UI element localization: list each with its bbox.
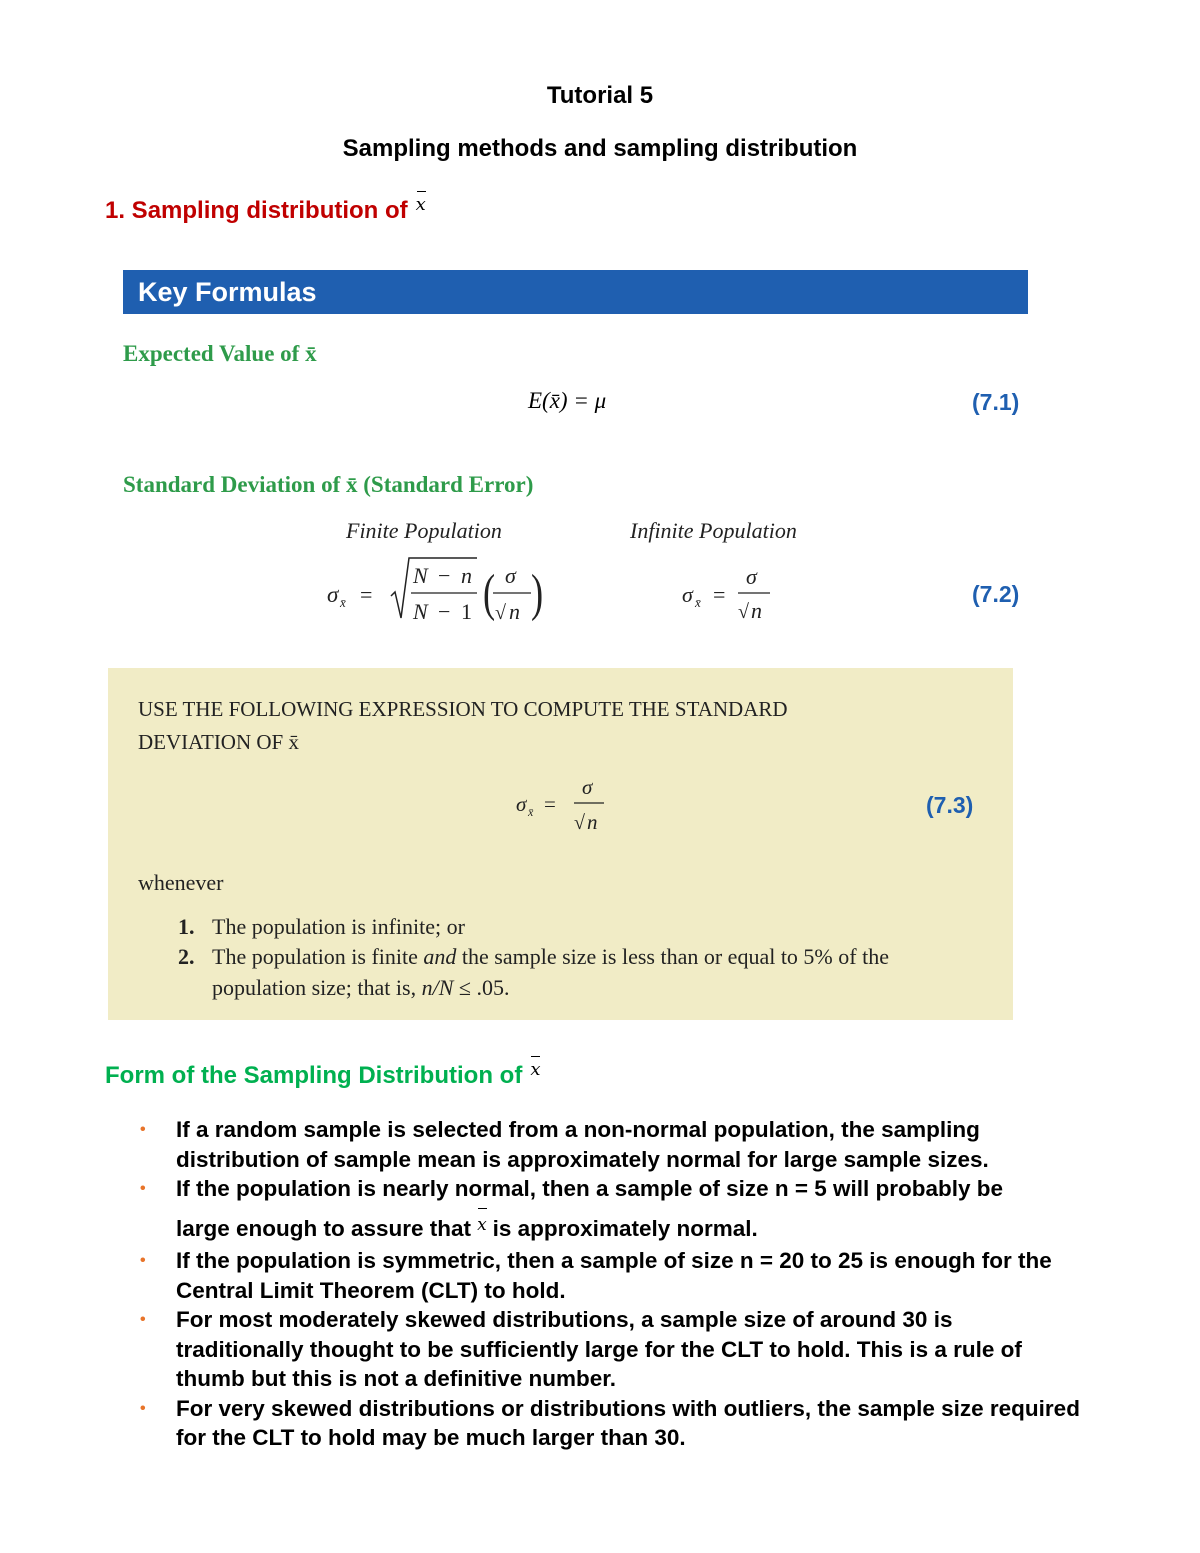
equation-7-3-number: (7.3) bbox=[926, 792, 974, 818]
svg-text:σ: σ bbox=[516, 792, 527, 816]
svg-text:=: = bbox=[544, 792, 556, 816]
condition-item-2-and: and bbox=[423, 944, 457, 969]
svg-text:(: ( bbox=[483, 563, 496, 622]
list-item bbox=[140, 1305, 1080, 1394]
key-formulas-header bbox=[123, 270, 1028, 314]
condition-item-2-continued bbox=[212, 975, 509, 1001]
svg-text:N: N bbox=[413, 563, 428, 588]
svg-text:n: n bbox=[461, 563, 472, 588]
equation-7-1-number: (7.1) bbox=[972, 389, 1020, 415]
svg-text:N: N bbox=[413, 599, 428, 624]
bullet-icon: • bbox=[140, 1399, 146, 1417]
svg-text:): ) bbox=[531, 563, 544, 622]
condition-item-1-number: 1. bbox=[178, 914, 195, 939]
infinite-population-formula bbox=[680, 560, 790, 626]
svg-text:=: = bbox=[360, 582, 373, 607]
svg-text:n: n bbox=[751, 598, 762, 623]
infinite-population-label: Infinite Population bbox=[630, 518, 797, 543]
list-item-text: For very skewed distributions or distributions with outliers, the sample size required for the CLT to hold may be much larger than 30. bbox=[176, 1395, 1080, 1450]
bullet-icon: • bbox=[140, 1311, 146, 1328]
condition-item-2-text-a: The population is finite bbox=[212, 944, 424, 969]
list-item bbox=[140, 1174, 1080, 1246]
rule-box-formula bbox=[514, 775, 614, 837]
page-title: Tutorial 5 bbox=[546, 82, 654, 109]
list-item bbox=[140, 1246, 1080, 1305]
list-item-text: If the population is nearly normal, then a sample of size n = 5 will probably be bbox=[176, 1176, 1004, 1201]
whenever-label: whenever bbox=[138, 870, 224, 895]
svg-text:x̄: x̄ bbox=[340, 595, 346, 610]
expected-value-equation: E(x̄) = μ bbox=[528, 388, 607, 413]
page-subtitle: Sampling methods and sampling distribution bbox=[342, 135, 858, 162]
svg-text:σ: σ bbox=[327, 582, 339, 607]
section-heading-2 bbox=[105, 1059, 541, 1090]
list-item bbox=[140, 1394, 1080, 1453]
section-heading-1 bbox=[105, 194, 426, 225]
svg-text:√: √ bbox=[495, 602, 506, 624]
condition-item-2 bbox=[178, 944, 889, 970]
condition-item-2-text-b: the sample size is less than or equal to 5% of the bbox=[456, 944, 889, 969]
svg-text:n: n bbox=[587, 810, 598, 834]
bullet-icon: • bbox=[140, 1180, 146, 1197]
svg-text:σ: σ bbox=[746, 564, 757, 589]
section-heading-2-text: Form of the Sampling Distribution of bbox=[105, 1062, 523, 1089]
svg-text:1: 1 bbox=[461, 599, 472, 624]
list-item-text: If the population is symmetric, then a sample of size n = 20 to 25 is enough for the Central Limit Theorem (CLT) to hold. bbox=[176, 1248, 1052, 1303]
svg-text:σ: σ bbox=[682, 582, 693, 607]
list-item-text: For most moderately skewed distributions, a sample size of around 30 is traditionally thought to be sufficiently large for the CLT to hold. This is a rule of thumb but this is not a definitive number. bbox=[176, 1307, 1022, 1391]
svg-text:=: = bbox=[713, 582, 726, 607]
svg-text:−: − bbox=[438, 563, 451, 588]
condition-item-1 bbox=[178, 914, 465, 940]
finite-population-label: Finite Population bbox=[346, 518, 502, 543]
list-item bbox=[140, 1115, 1080, 1174]
key-formulas-title: Key Formulas bbox=[138, 277, 317, 307]
list-item-text: is approximately normal. bbox=[492, 1215, 758, 1241]
xbar-symbol: x bbox=[415, 194, 426, 215]
section-heading-1-text: 1. Sampling distribution of bbox=[105, 197, 408, 224]
svg-text:x̄: x̄ bbox=[528, 805, 534, 819]
svg-text:σ: σ bbox=[505, 563, 516, 588]
condition-item-2-ratio: n/N bbox=[421, 975, 454, 1000]
svg-text:−: − bbox=[438, 599, 451, 624]
clt-bullet-list bbox=[140, 1115, 1080, 1453]
condition-item-2-number: 2. bbox=[178, 944, 195, 969]
finite-population-formula bbox=[325, 552, 555, 632]
svg-text:√: √ bbox=[738, 601, 749, 623]
svg-text:n: n bbox=[509, 599, 520, 624]
rule-box-heading-line2: DEVIATION OF x̄ bbox=[138, 730, 299, 754]
list-item-text: large enough to assure that bbox=[176, 1215, 472, 1241]
list-item-text: If a random sample is selected from a non-normal population, the sampling distribution of sample mean is approximately normal for large sample sizes. bbox=[176, 1117, 989, 1172]
condition-item-1-text: The population is infinite; or bbox=[212, 914, 465, 939]
equation-7-2-number: (7.2) bbox=[972, 581, 1020, 607]
condition-item-2-text-c: population size; that is, bbox=[212, 975, 422, 1000]
rule-box-heading-line1: USE THE FOLLOWING EXPRESSION TO COMPUTE THE STANDARD bbox=[138, 697, 788, 721]
xbar-symbol: x bbox=[530, 1059, 541, 1080]
svg-text:σ: σ bbox=[582, 775, 593, 799]
condition-item-2-text-d: ≤ .05. bbox=[453, 975, 510, 1000]
xbar-symbol: x bbox=[477, 1211, 487, 1241]
standard-deviation-heading: Standard Deviation of x̄ (Standard Error) bbox=[123, 472, 534, 497]
expected-value-heading: Expected Value of x̄ bbox=[123, 341, 317, 366]
svg-text:√: √ bbox=[574, 812, 585, 834]
bullet-icon: • bbox=[140, 1121, 146, 1138]
bullet-icon: • bbox=[140, 1252, 146, 1269]
svg-text:x̄: x̄ bbox=[695, 595, 701, 610]
